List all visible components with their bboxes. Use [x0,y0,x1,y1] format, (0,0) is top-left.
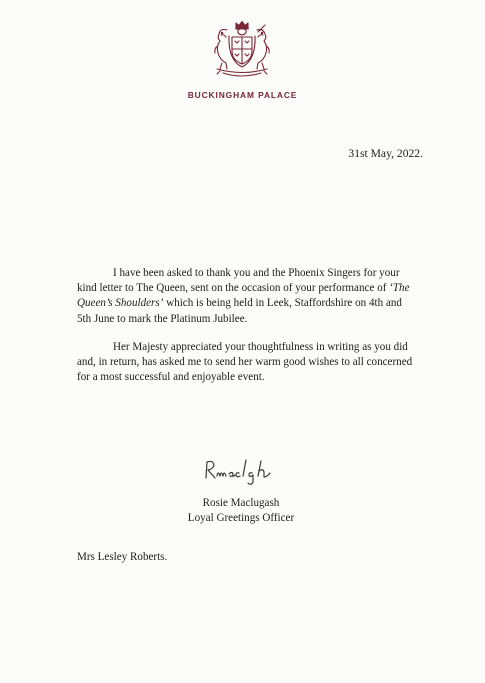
signatory-title: Loyal Greetings Officer [187,512,295,524]
letter-date: 31st May, 2022. [348,147,423,160]
body-paragraph-2: Her Majesty appreciated your thoughtfulness in writing as you did and, in return, has asked me to send her warm good wishes to all concerned for a most successful and enjoyable event. [77,340,413,384]
signatory-name: Rosie Maclugash [202,497,280,509]
performance-title: ‘The Queen’s Shoulders’ [77,282,410,310]
letterhead-address: BUCKINGHAM PALACE [187,90,298,100]
body-paragraph-1 [77,266,413,327]
letter-body [77,266,413,398]
body-paragraph-1-start: I have been asked to thank you and the Phoenix Singers for your kind letter to The Queen, sent on the occasion of your performance of [77,267,400,295]
signatory-block [150,496,332,526]
handwritten-signature [198,452,298,486]
royal-coat-of-arms-icon [205,16,279,80]
body-paragraph-1-end: which is being held in Leek, Staffordshire on 4th and 5th June to mark the Platinum Jubilee. [77,297,402,325]
recipient-name: Mrs Lesley Roberts. [77,551,168,563]
